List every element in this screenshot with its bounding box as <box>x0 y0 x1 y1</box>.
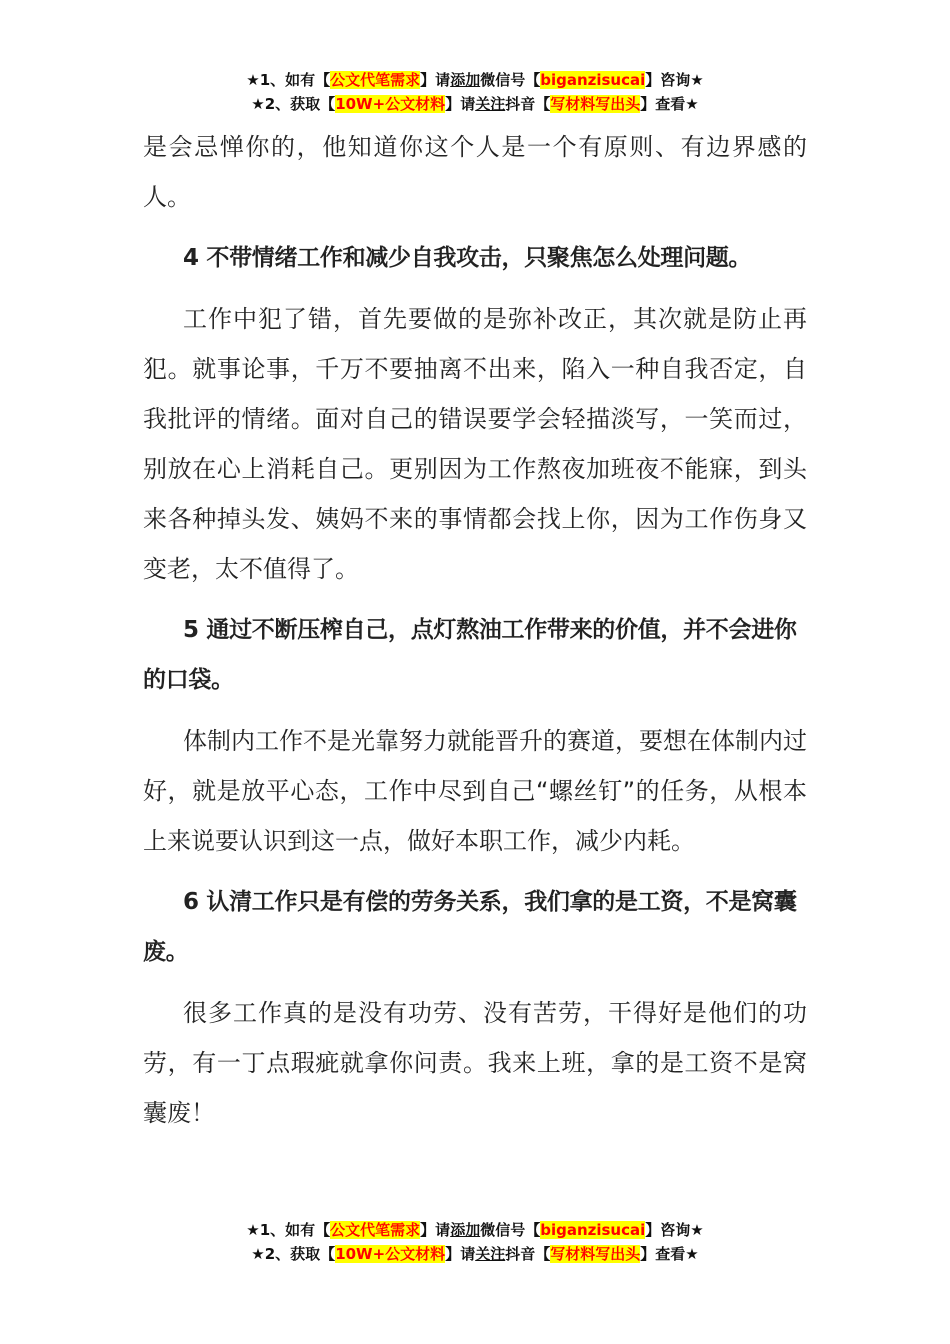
banner-text: 】请 <box>420 1221 451 1239</box>
underlined-text: 添加 <box>450 1221 481 1239</box>
top-banner <box>0 68 950 116</box>
banner-text: 抖音【 <box>505 95 551 113</box>
section-heading-5: 5 通过不断压榨自己，点灯熬油工作带来的价值，并不会进你的口袋。 <box>143 617 797 693</box>
underlined-text: 关注 <box>475 1245 506 1263</box>
paragraph: 体制内工作不是光靠努力就能晋升的赛道，要想在体制内过好，就是放平心态，工作中尽到自己“螺丝钉”的任务，从根本上来说要认识到这一点，做好本职工作，减少内耗。 <box>143 727 807 855</box>
section-heading-4: 4 不带情绪工作和减少自我攻击，只聚焦怎么处理问题。 <box>183 245 752 271</box>
bottom-banner <box>0 1218 950 1266</box>
highlight-douyin-account: 写材料写出头 <box>550 1245 641 1263</box>
highlight-douyin-account: 写材料写出头 <box>550 95 641 113</box>
banner-text: 微信号【 <box>480 1221 541 1239</box>
highlight-materials: 10W+公文材料 <box>335 95 446 113</box>
banner-text: ★2、获取【 <box>251 95 336 113</box>
banner-text: 】咨询★ <box>645 1221 704 1239</box>
section-heading-6: 6 认清工作只是有偿的劳务关系，我们拿的是工资，不是窝囊废。 <box>143 889 797 965</box>
banner-text: ★1、如有【 <box>246 71 331 89</box>
document-body <box>143 122 807 1149</box>
banner-text: ★1、如有【 <box>246 1221 331 1239</box>
banner-text: 抖音【 <box>505 1245 551 1263</box>
banner-text: 】查看★ <box>640 95 699 113</box>
banner-text: 】查看★ <box>640 1245 699 1263</box>
underlined-text: 添加 <box>450 71 481 89</box>
banner-text: 】请 <box>420 71 451 89</box>
paragraph: 工作中犯了错，首先要做的是弥补改正，其次就是防止再犯。就事论事，千万不要抽离不出来，陷入一种自我否定，自我批评的情绪。面对自己的错误要学会轻描淡写，一笑而过，别放在心上消耗自己。更别因为工作熬夜加班夜不能寐，到头来各种掉头发、姨妈不来的事情都会找上你，因为工作伤身又变老，太不值得了。 <box>143 305 807 583</box>
banner-line-1 <box>0 68 950 92</box>
banner-text: ★2、获取【 <box>251 1245 336 1263</box>
banner-text: 微信号【 <box>480 71 541 89</box>
highlight-materials: 10W+公文材料 <box>335 1245 446 1263</box>
paragraph: 是会忌惮你的，他知道你这个人是一个有原则、有边界感的人。 <box>143 133 807 211</box>
banner-text: 】请 <box>445 95 476 113</box>
highlight-service: 公文代笔需求 <box>330 1221 421 1239</box>
banner-text: 】咨询★ <box>645 71 704 89</box>
banner-line-1 <box>0 1218 950 1242</box>
highlight-wechat-id: biganzisucai <box>540 71 646 89</box>
highlight-wechat-id: biganzisucai <box>540 1221 646 1239</box>
banner-text: 】请 <box>445 1245 476 1263</box>
highlight-service: 公文代笔需求 <box>330 71 421 89</box>
paragraph: 很多工作真的是没有功劳、没有苦劳，干得好是他们的功劳，有一丁点瑕疵就拿你问责。我来上班，拿的是工资不是窝囊废！ <box>143 999 807 1127</box>
underlined-text: 关注 <box>475 95 506 113</box>
banner-line-2 <box>0 92 950 116</box>
banner-line-2 <box>0 1242 950 1266</box>
